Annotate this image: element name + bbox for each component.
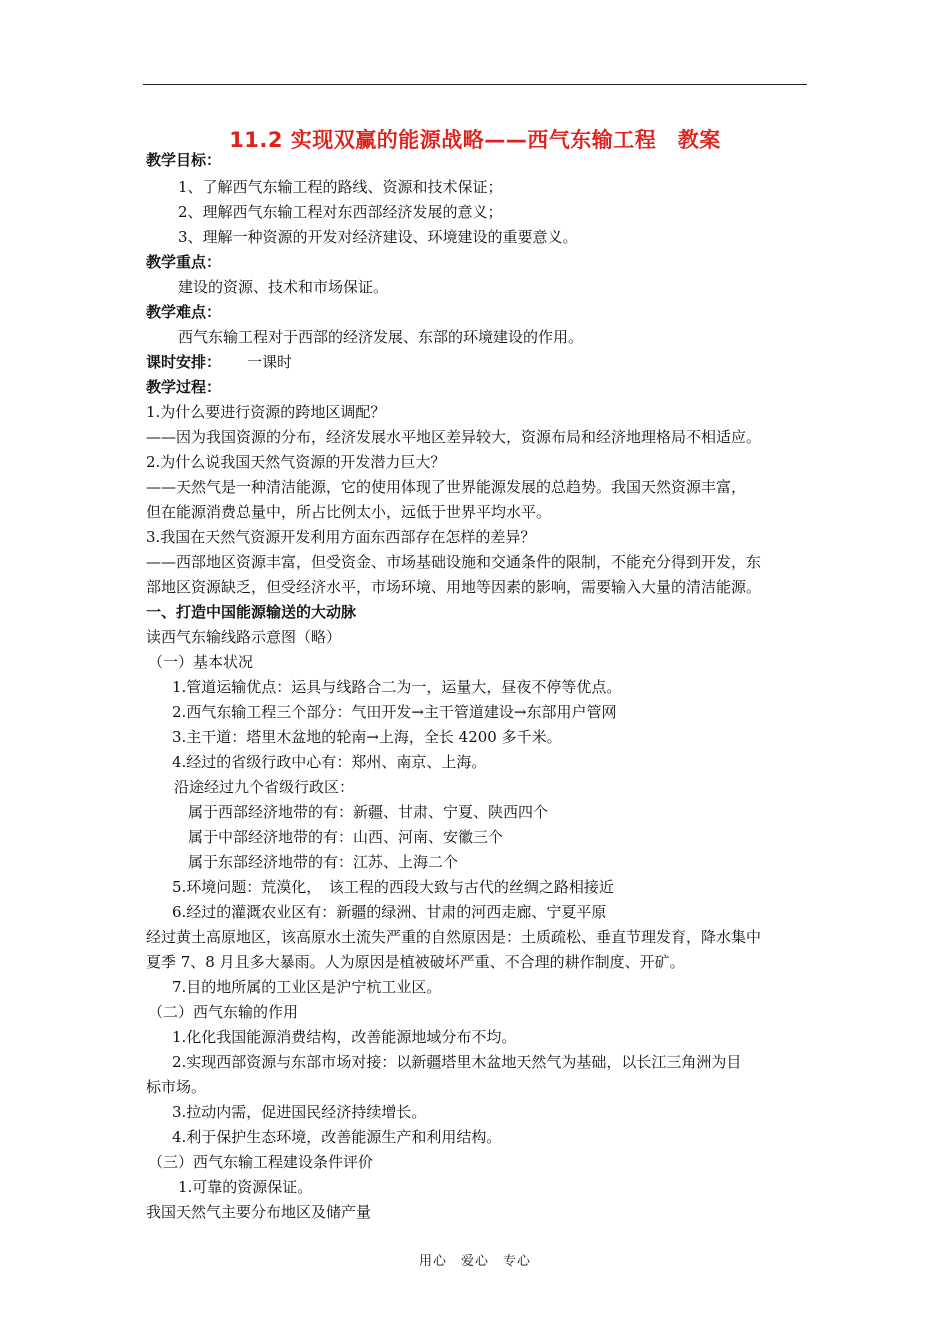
key-points-text: 建设的资源、技术和市场保证。 [178,278,389,296]
list-item: 1.可靠的资源保证。 [178,1178,313,1196]
question-2: 2.为什么说我国天然气资源的开发潜力巨大？ [146,453,446,471]
list-item: 1.化化我国能源消费结构，改善能源地域分布不均。 [172,1028,517,1046]
list-item: 4.利于保护生态环境，改善能源生产和利用结构。 [172,1128,502,1146]
schedule-value: 一课时 [247,353,293,371]
list-item: 3.拉动内需，促进国民经济持续增长。 [172,1103,427,1121]
list-item: 6.经过的灌溉农业区有：新疆的绿洲、甘肃的河西走廊、宁夏平原 [172,903,607,921]
objective-item: 1、了解西气东输工程的路线、资源和技术保证； [178,178,503,196]
province-group: 属于东部经济地带的有：江苏、上海二个 [188,853,459,871]
key-points-heading: 教学重点： [146,253,222,271]
answer-1: ——因为我国资源的分布，经济发展水平地区差异较大，资源布局和经济地理格局不相适应。 [146,428,762,446]
subsection-2-heading: （二）西气东输的作用 [148,1003,299,1021]
question-3: 3.我国在天然气资源开发利用方面东西部存在怎样的差异？ [146,528,536,546]
difficulties-heading: 教学难点： [146,303,222,321]
answer-2: ——天然气是一种清洁能源，它的使用体现了世界能源发展的总趋势。我国天然资源丰富， [146,478,747,496]
section-1-heading: 一、打造中国能源输送的大动脉 [146,603,357,621]
list-item: 4.经过的省级行政中心有：郑州、南京、上海。 [172,753,487,771]
document-title: 11.2 实现双赢的能源战略——西气东输工程 教案 [229,128,721,152]
list-item: 2.实现西部资源与东部市场对接：以新疆塔里木盆地天然气为基础，以长江三角洲为目 [172,1053,742,1071]
answer-3: ——西部地区资源丰富，但受资金、市场基础设施和交通条件的限制，不能充分得到开发，东 [146,553,762,571]
objectives-heading: 教学目标： [146,151,222,169]
header-rule [143,84,807,85]
answer-2-cont: 但在能源消费总量中，所占比例太小，远低于世界平均水平。 [146,503,552,521]
list-item: 1.管道运输优点：运具与线路合二为一，运量大，昼夜不停等优点。 [172,678,622,696]
list-item-cont: 标市场。 [146,1078,207,1096]
province-group: 属于西部经济地带的有：新疆、甘肃、宁夏、陕西四个 [188,803,549,821]
loess-paragraph: 经过黄土高原地区，该高原水土流失严重的自然原因是：土质疏松、垂直节理发育，降水集中 [146,928,762,946]
answer-3-cont: 部地区资源缺乏，但受经济水平，市场环境、用地等因素的影响，需要输入大量的清洁能源。 [146,578,762,596]
difficulties-text: 西气东输工程对于西部的经济发展、东部的环境建设的作用。 [178,328,584,346]
subsection-3-heading: （三）西气东输工程建设条件评价 [148,1153,374,1171]
closing-line: 我国天然气主要分布地区及储产量 [146,1203,372,1221]
provinces-intro: 沿途经过九个省级行政区： [174,778,355,796]
list-item: 3.主干道：塔里木盆地的轮南→上海，全长 4200 多千米。 [172,728,562,746]
schedule-row [146,352,292,372]
objective-item: 3、理解一种资源的开发对经济建设、环境建设的重要意义。 [178,228,578,246]
list-item: 5.环境问题：荒漠化， 该工程的西段大致与古代的丝绸之路相接近 [172,878,614,896]
schedule-label: 课时安排： [146,353,222,371]
loess-paragraph-cont: 夏季 7、8 月且多大暴雨。人为原因是植被破坏严重、不合理的耕作制度、开矿。 [146,953,685,971]
province-group: 属于中部经济地带的有：山西、河南、安徽三个 [188,828,504,846]
list-item: 2.西气东输工程三个部分：气田开发→主干管道建设→东部用户管网 [172,703,617,721]
process-heading: 教学过程： [146,378,222,396]
map-note: 读西气东输线路示意图（略） [146,628,342,646]
question-1: 1.为什么要进行资源的跨地区调配？ [146,403,386,421]
subsection-1-heading: （一）基本状况 [148,653,254,671]
objective-item: 2、理解西气东输工程对东西部经济发展的意义； [178,203,503,221]
list-item: 7.目的地所属的工业区是沪宁杭工业区。 [172,978,442,996]
page-footer: 用心 爱心 专心 [418,1254,531,1269]
